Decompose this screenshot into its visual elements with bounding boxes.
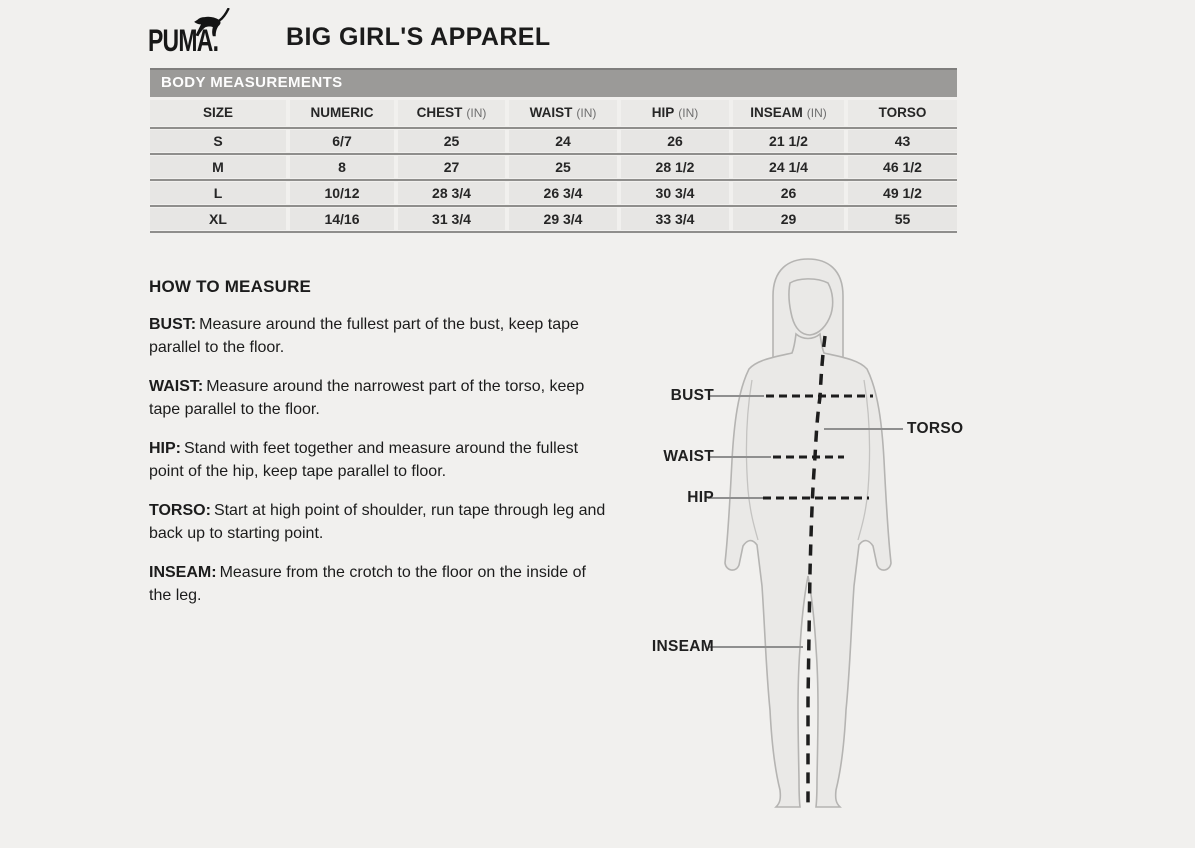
cell-chest: 28 3/4 [398, 182, 505, 204]
diagram-label-waist: WAIST [663, 448, 714, 465]
cell-inseam: 29 [733, 208, 844, 230]
cell-torso: 49 1/2 [848, 182, 957, 204]
measurement-diagram [600, 250, 1030, 830]
page-title: BIG GIRL'S APPAREL [286, 23, 551, 51]
row-divider [150, 127, 957, 129]
cell-numeric: 10/12 [290, 182, 394, 204]
cell-waist: 26 3/4 [509, 182, 617, 204]
cell-size: M [150, 156, 286, 178]
table-row-size-l [150, 182, 957, 204]
cell-torso: 55 [848, 208, 957, 230]
row-divider [150, 179, 957, 181]
how-to-measure-title: HOW TO MEASURE [149, 277, 312, 296]
cell-hip: 26 [621, 130, 729, 152]
instruction-hip: HIP: Stand with feet together and measure around the fullest point of the hip, keep tape parallel to floor. [149, 440, 579, 480]
diagram-label-inseam: INSEAM [651, 638, 714, 655]
cell-torso: 46 1/2 [848, 156, 957, 178]
table-bottom-divider [150, 231, 957, 233]
cell-waist: 25 [509, 156, 617, 178]
table-row-size-s [150, 130, 957, 152]
cell-inseam: 21 1/2 [733, 130, 844, 152]
row-divider [150, 205, 957, 207]
diagram-label-hip: HIP [687, 489, 714, 506]
cell-torso: 43 [848, 130, 957, 152]
cell-numeric: 8 [290, 156, 394, 178]
cell-waist: 24 [509, 130, 617, 152]
table-row-size-m [150, 156, 957, 178]
cell-chest: 27 [398, 156, 505, 178]
brand-header [148, 8, 551, 58]
column-header-waist: WAIST (IN) [509, 100, 617, 126]
cell-size: XL [150, 208, 286, 230]
column-header-torso: TORSO [848, 100, 957, 126]
cell-size: L [150, 182, 286, 204]
column-header-inseam: INSEAM (IN) [733, 100, 844, 126]
instruction-waist: WAIST: Measure around the narrowest part of the torso, keep tape parallel to the floor. [149, 378, 585, 418]
cell-size: S [150, 130, 286, 152]
cell-waist: 29 3/4 [509, 208, 617, 230]
table-header-row [150, 100, 957, 126]
puma-wordmark: PUMA. [148, 22, 219, 59]
cell-chest: 31 3/4 [398, 208, 505, 230]
diagram-label-bust: BUST [670, 387, 714, 404]
column-header-chest: CHEST (IN) [398, 100, 505, 126]
diagram-label-torso: TORSO [907, 420, 964, 437]
column-header-size: SIZE [150, 100, 286, 126]
column-header-hip: HIP (IN) [621, 100, 729, 126]
cell-inseam: 26 [733, 182, 844, 204]
cell-hip: 30 3/4 [621, 182, 729, 204]
instruction-bust: BUST: Measure around the fullest part of the bust, keep tape parallel to the floor. [149, 316, 579, 356]
row-divider [150, 153, 957, 155]
body-measurements-table [150, 68, 957, 234]
table-section-header: BODY MEASUREMENTS [150, 68, 957, 97]
puma-logo [148, 8, 250, 58]
instruction-inseam: INSEAM: Measure from the crotch to the floor on the inside of the leg. [149, 564, 586, 604]
cell-hip: 33 3/4 [621, 208, 729, 230]
cell-numeric: 14/16 [290, 208, 394, 230]
cell-numeric: 6/7 [290, 130, 394, 152]
cell-chest: 25 [398, 130, 505, 152]
how-to-measure-section [149, 277, 607, 607]
body-silhouette-figure [600, 250, 1030, 830]
cell-hip: 28 1/2 [621, 156, 729, 178]
cell-inseam: 24 1/4 [733, 156, 844, 178]
column-header-numeric: NUMERIC [290, 100, 394, 126]
instruction-torso: TORSO: Start at high point of shoulder, run tape through leg and back up to starting point. [149, 502, 606, 542]
table-row-size-xl [150, 208, 957, 230]
